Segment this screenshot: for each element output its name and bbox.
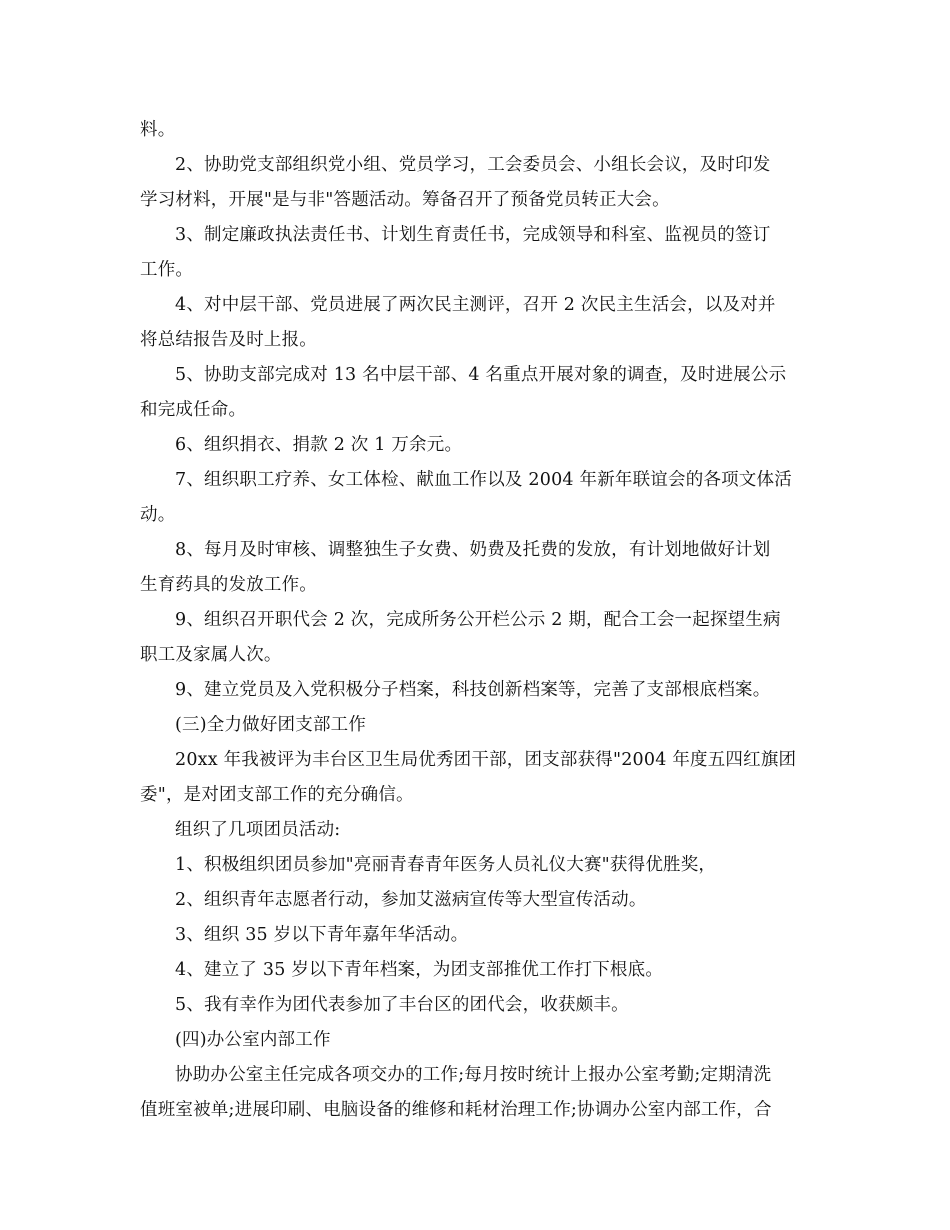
text-line: 9、建立党员及入党积极分子档案，科技创新档案等，完善了支部根底档案。 — [175, 680, 771, 700]
text-line: 2、协助党支部组织党小组、党员学习，工会委员会、小组长会议，及时印发 — [175, 155, 771, 175]
text-line: 生育药具的发放工作。 — [140, 575, 317, 595]
text-line: 1、积极组织团员参加"亮丽青春青年医务人员礼仪大赛"获得优胜奖， — [175, 855, 717, 875]
text-line: 20xx 年我被评为丰台区卫生局优秀团干部，团支部获得"2004 年度五四红旗团 — [175, 750, 797, 770]
section-heading: (四)办公室内部工作 — [175, 1030, 331, 1050]
text-line: 6、组织捐衣、捐款 2 次 1 万余元。 — [175, 435, 463, 455]
text-line: 工作。 — [140, 260, 194, 280]
text-line: 职工及家属人次。 — [140, 645, 282, 665]
text-line: 动。 — [140, 505, 176, 525]
text-line: 组织了几项团员活动: — [175, 820, 341, 840]
text-line: 学习材料，开展"是与非"答题活动。筹备召开了预备党员转正大会。 — [140, 190, 670, 210]
text-line: 将总结报告及时上报。 — [140, 330, 317, 350]
text-line: 料。 — [140, 120, 176, 140]
text-line: 3、制定廉政执法责任书、计划生育责任书，完成领导和科室、监视员的签订 — [175, 225, 771, 245]
text-line: 4、建立了 35 岁以下青年档案，为团支部推优工作打下根底。 — [175, 960, 664, 980]
text-line: 5、我有幸作为团代表参加了丰台区的团代会，收获颇丰。 — [175, 995, 629, 1015]
text-line: 9、组织召开职代会 2 次，完成所务公开栏公示 2 期，配合工会一起探望生病 — [175, 610, 781, 630]
text-line: 2、组织青年志愿者行动，参加艾滋病宣传等大型宣传活动。 — [175, 890, 647, 910]
text-line: 和完成任命。 — [140, 400, 247, 420]
text-line: 值班室被单;进展印刷、电脑设备的维修和耗材治理工作;协调办公室内部工作，合 — [140, 1100, 772, 1120]
text-line: 协助办公室主任完成各项交办的工作;每月按时统计上报办公室考勤;定期清洗 — [175, 1065, 772, 1085]
text-line: 3、组织 35 岁以下青年嘉年华活动。 — [175, 925, 469, 945]
text-line: 7、组织职工疗养、女工体检、献血工作以及 2004 年新年联谊会的各项文体活 — [175, 470, 792, 490]
text-line: 5、协助支部完成对 13 名中层干部、4 名重点开展对象的调查，及时进展公示 — [175, 365, 787, 385]
section-heading: (三)全力做好团支部工作 — [175, 715, 367, 735]
text-line: 4、对中层干部、党员进展了两次民主测评，召开 2 次民主生活会，以及对并 — [175, 295, 776, 315]
text-line: 8、每月及时审核、调整独生子女费、奶费及托费的发放，有计划地做好计划 — [175, 540, 771, 560]
text-line: 委"，是对团支部工作的充分确信。 — [140, 785, 414, 805]
